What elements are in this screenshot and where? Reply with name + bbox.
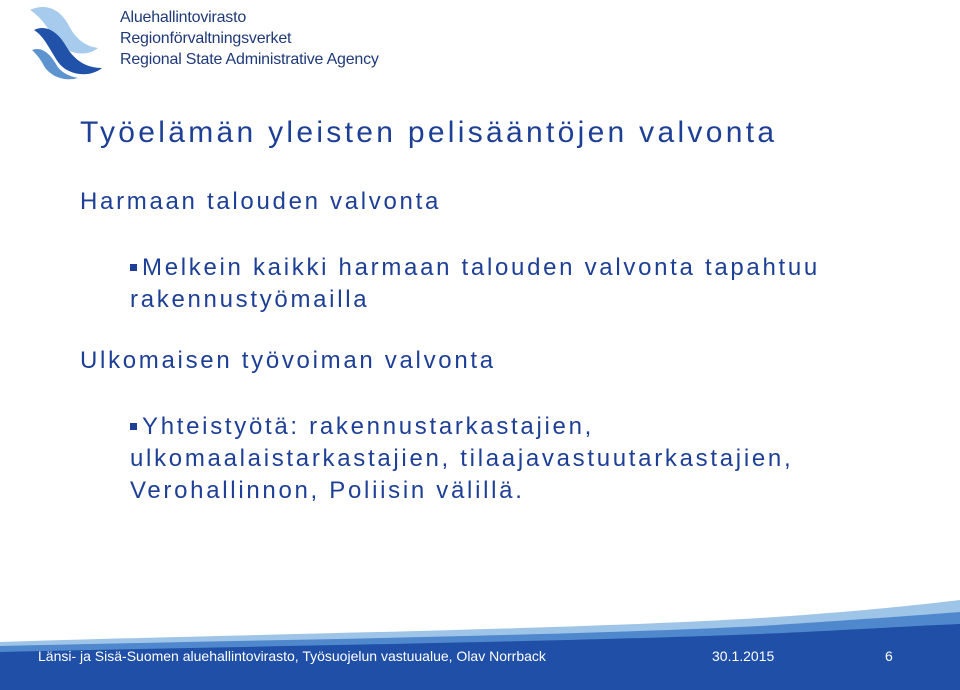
agency-name-fi: Aluehallintovirasto <box>120 9 247 26</box>
section-heading-foreign-labour: Ulkomaisen työvoiman valvonta <box>80 347 496 374</box>
footer-wave-band <box>0 590 960 690</box>
footer-date: 30.1.2015 <box>712 648 775 664</box>
section-heading-grey-economy: Harmaan talouden valvonta <box>80 188 442 215</box>
footer-page-number: 6 <box>885 648 893 664</box>
bullet-grey-economy <box>130 252 870 316</box>
slide-title: Työelämän yleisten pelisääntöjen valvonta <box>80 116 778 149</box>
bullet-text: Yhteistyötä: rakennustarkastajien, ulkomaalaistarkastajien, tilaajavastuutarkastajien, Verohallinnon, Poliisin välillä. <box>130 413 794 504</box>
agency-names <box>120 7 379 70</box>
agency-name-en: Regional State Administrative Agency <box>120 51 379 68</box>
square-bullet-icon <box>130 264 137 271</box>
bullet-text: Melkein kaikki harmaan talouden valvonta tapahtuu rakennustyömailla <box>130 254 820 313</box>
square-bullet-icon <box>130 423 137 430</box>
agency-name-sv: Regionförvaltningsverket <box>120 30 292 47</box>
avi-wave-logo-icon <box>28 2 108 80</box>
bullet-foreign-labour <box>130 411 870 507</box>
footer-presenter: Länsi- ja Sisä-Suomen aluehallintovirasto, Työsuojelun vastuualue, Olav Norrback <box>38 648 546 664</box>
